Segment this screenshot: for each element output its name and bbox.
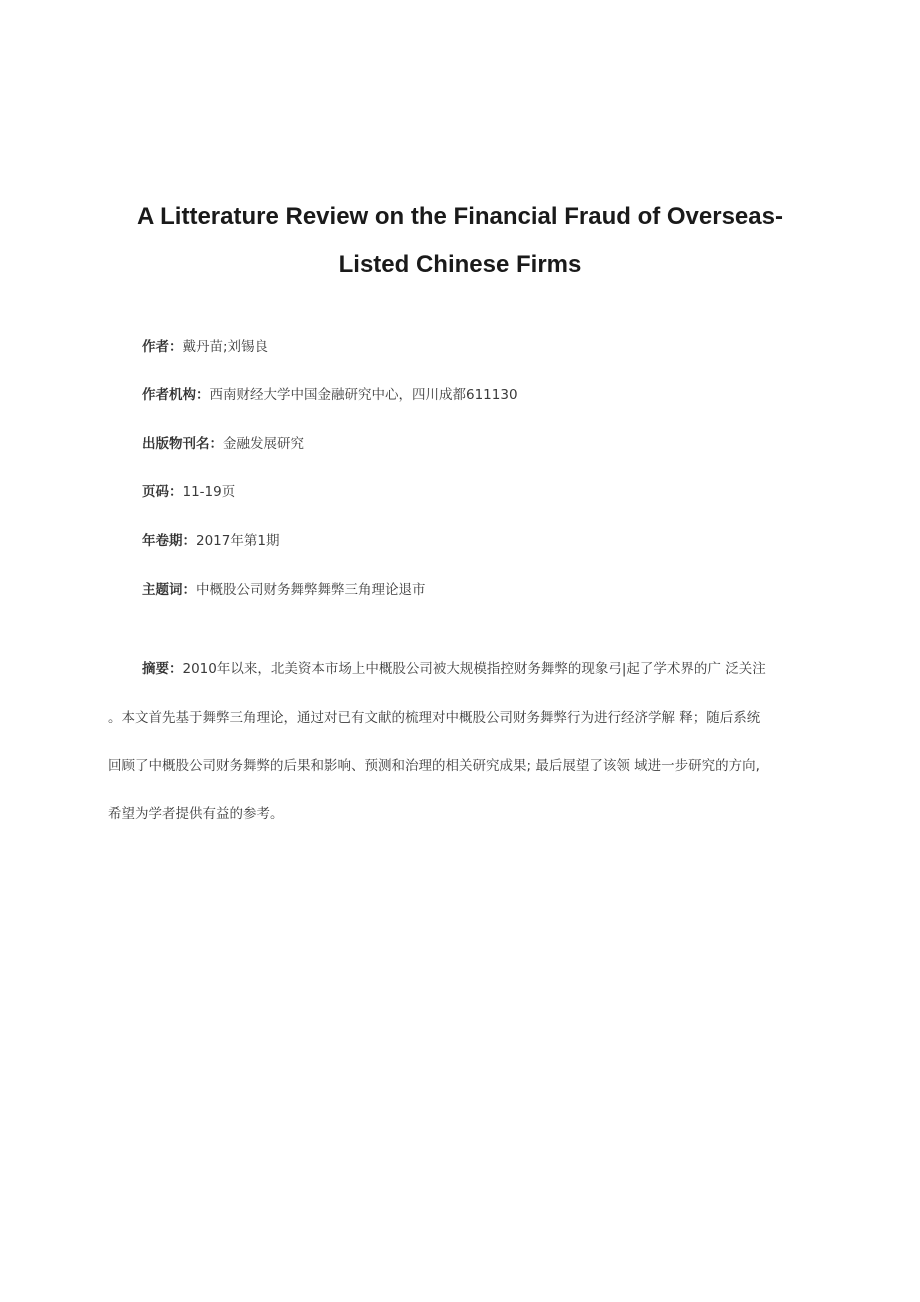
issue-row — [142, 531, 279, 551]
issue-label: 年卷期： — [142, 533, 196, 549]
authors-row — [142, 337, 268, 357]
institution-label: 作者机构： — [142, 387, 210, 403]
abstract-label: 摘要： — [142, 661, 183, 677]
institution-value: 西南财经大学中国金融研究中心，四川成都611130 — [209, 387, 518, 403]
journal-label: 出版物刊名： — [142, 436, 223, 452]
issue-value: 2017年第1期 — [196, 533, 280, 549]
article-title-line-1: A Litterature Review on the Financial Fraud of Overseas- — [137, 203, 783, 230]
abstract-line-2: 。本文首先基于舞弊三角理论，通过对已有文献的梳理对中概股公司财务舞弊行为进行经济学解 释；随后系统 — [108, 710, 761, 726]
abstract-text-1: 2010年以来，北美资本市场上中概股公司被大规模指控财务舞弊的现象弓|起了学术界的广 泛关注 — [182, 661, 766, 677]
pages-row — [142, 482, 235, 502]
authors-label: 作者： — [142, 339, 183, 355]
journal-row — [142, 434, 304, 454]
article-title-line-2: Listed Chinese Firms — [338, 251, 582, 278]
keywords-label: 主题词： — [142, 582, 196, 598]
keywords-value: 中概股公司财务舞弊舞弊三角理论退市 — [196, 582, 426, 598]
pages-value: 11-19页 — [182, 484, 236, 500]
journal-value: 金融发展研究 — [223, 436, 304, 452]
abstract-line-1 — [142, 659, 822, 679]
institution-row — [142, 385, 518, 405]
article-title — [80, 193, 840, 289]
abstract-line-3: 回顾了中概股公司财务舞弊的后果和影响、预测和治理的相关研究成果; 最后展望了该领 域进一步研究的方向, — [108, 758, 760, 774]
keywords-row — [142, 580, 426, 600]
abstract-line-4: 希望为学者提供有益的参考。 — [108, 806, 284, 822]
authors-value: 戴丹苗;刘锡良 — [182, 339, 269, 355]
pages-label: 页码： — [142, 484, 183, 500]
